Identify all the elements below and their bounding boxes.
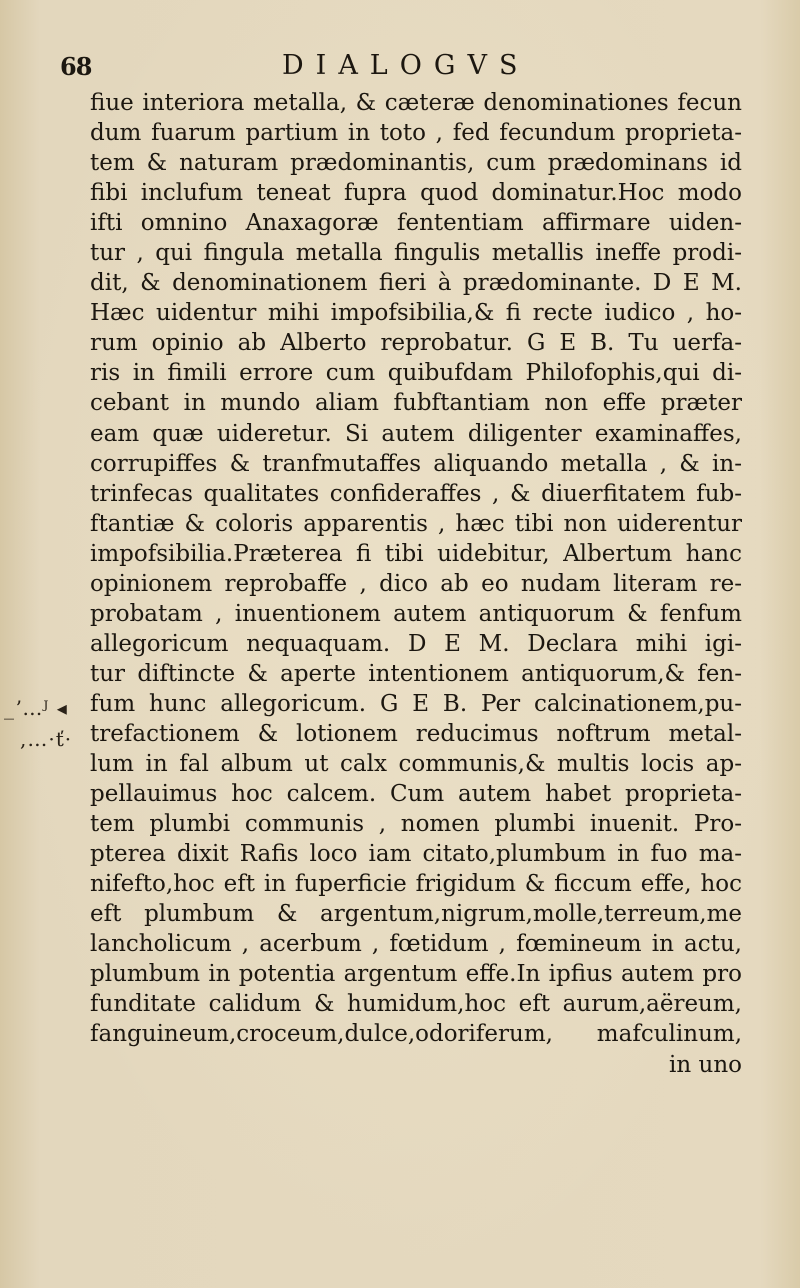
text-line: pellauimus hoc calcem. Cum autem habet proprieta- — [90, 781, 742, 808]
text-line: opinionem reprobaffe , dico ab eo nudam literam re- — [90, 570, 742, 597]
text-line: probatam , inuentionem autem antiquorum & fenfum — [90, 600, 742, 627]
text-line: tur , qui fingula metalla fingulis metallis ineffe prodi- — [90, 240, 742, 267]
text-line: fiue interiora metalla, & cæteræ denominationes fecun — [90, 90, 742, 116]
text-line: impofsibilia.Præterea fi tibi uidebitur, Albertum hanc — [90, 540, 742, 567]
text-line: cebant in mundo aliam fubftantiam non effe præter — [90, 390, 742, 417]
body-text — [90, 88, 742, 1080]
text-line: trefactionem & lotionem reducimus noftrum metal- — [90, 720, 742, 747]
text-line: lancholicum , acerbum , fœtidum , fœmineum in actu, — [90, 931, 742, 958]
text-line: ris in fimili errore cum quibufdam Philofophis,qui di- — [90, 360, 742, 387]
text-line: tem & naturam prædominantis, cum prædominans id — [90, 150, 742, 177]
text-line: Hæc uidentur mihi impofsibilia,& fi recte iudico , ho- — [90, 300, 742, 327]
text-line: trinfecas qualitates confideraffes , & diuerfitatem fub- — [90, 480, 742, 507]
text-line: lum in fal album ut calx communis,& multis locis ap- — [90, 751, 742, 778]
text-line: rum opinio ab Alberto reprobatur. G E B. Tu uerfa- — [90, 330, 742, 357]
text-line: tur diftincte & aperte intentionem antiquorum,& fen- — [90, 660, 742, 687]
text-line: plumbum in potentia argentum effe.In ipfius autem pro — [90, 961, 742, 988]
text-line: eft plumbum & argentum,nigrum,molle,terreum,me — [90, 901, 742, 928]
text-line: eam quæ uideretur. Si autem diligenter examinaffes, — [90, 420, 742, 447]
text-line: funditate calidum & humidum,hoc eft aurum,aëreum, — [90, 991, 742, 1018]
text-line: ifti omnino Anaxagoræ fententiam affirmare uiden- — [90, 210, 742, 237]
text-line: fum hunc allegoricum. G E B. Per calcinationem,pu- — [90, 690, 742, 717]
text-line: fanguineum,croceum,dulce,odoriferum, mafculinum, — [90, 1021, 742, 1048]
margin-note: ,…·ť· — [20, 727, 73, 751]
text-line: dit, & denominationem fieri à prædominante. D E M. — [90, 270, 742, 297]
text-line: dum fuarum partium in toto , fed fecundum proprieta- — [90, 120, 742, 147]
text-line: pterea dixit Rafis loco iam citato,plumbum in fuo ma- — [90, 841, 742, 868]
text-line: tem plumbi communis , nomen plumbi inuenit. Pro- — [90, 811, 742, 838]
page-number: 68 — [60, 52, 92, 81]
catchword: in uno — [669, 1051, 742, 1078]
margin-note: _ʼ…ᴶ ◂ — [4, 696, 68, 720]
text-line: fibi inclufum teneat fupra quod dominatur.Hoc modo — [90, 180, 742, 207]
text-line: allegoricum nequaquam. D E M. Declara mihi igi- — [90, 630, 742, 657]
running-title: DIALOGVS — [282, 50, 530, 81]
text-line: nifefto,hoc eft in fuperficie frigidum & ficcum effe, hoc — [90, 871, 742, 898]
text-line: corrupiffes & tranfmutaffes aliquando metalla , & in- — [90, 450, 742, 477]
page-header — [0, 50, 800, 84]
text-line: ftantiæ & coloris apparentis , hæc tibi non uiderentur — [90, 510, 742, 537]
